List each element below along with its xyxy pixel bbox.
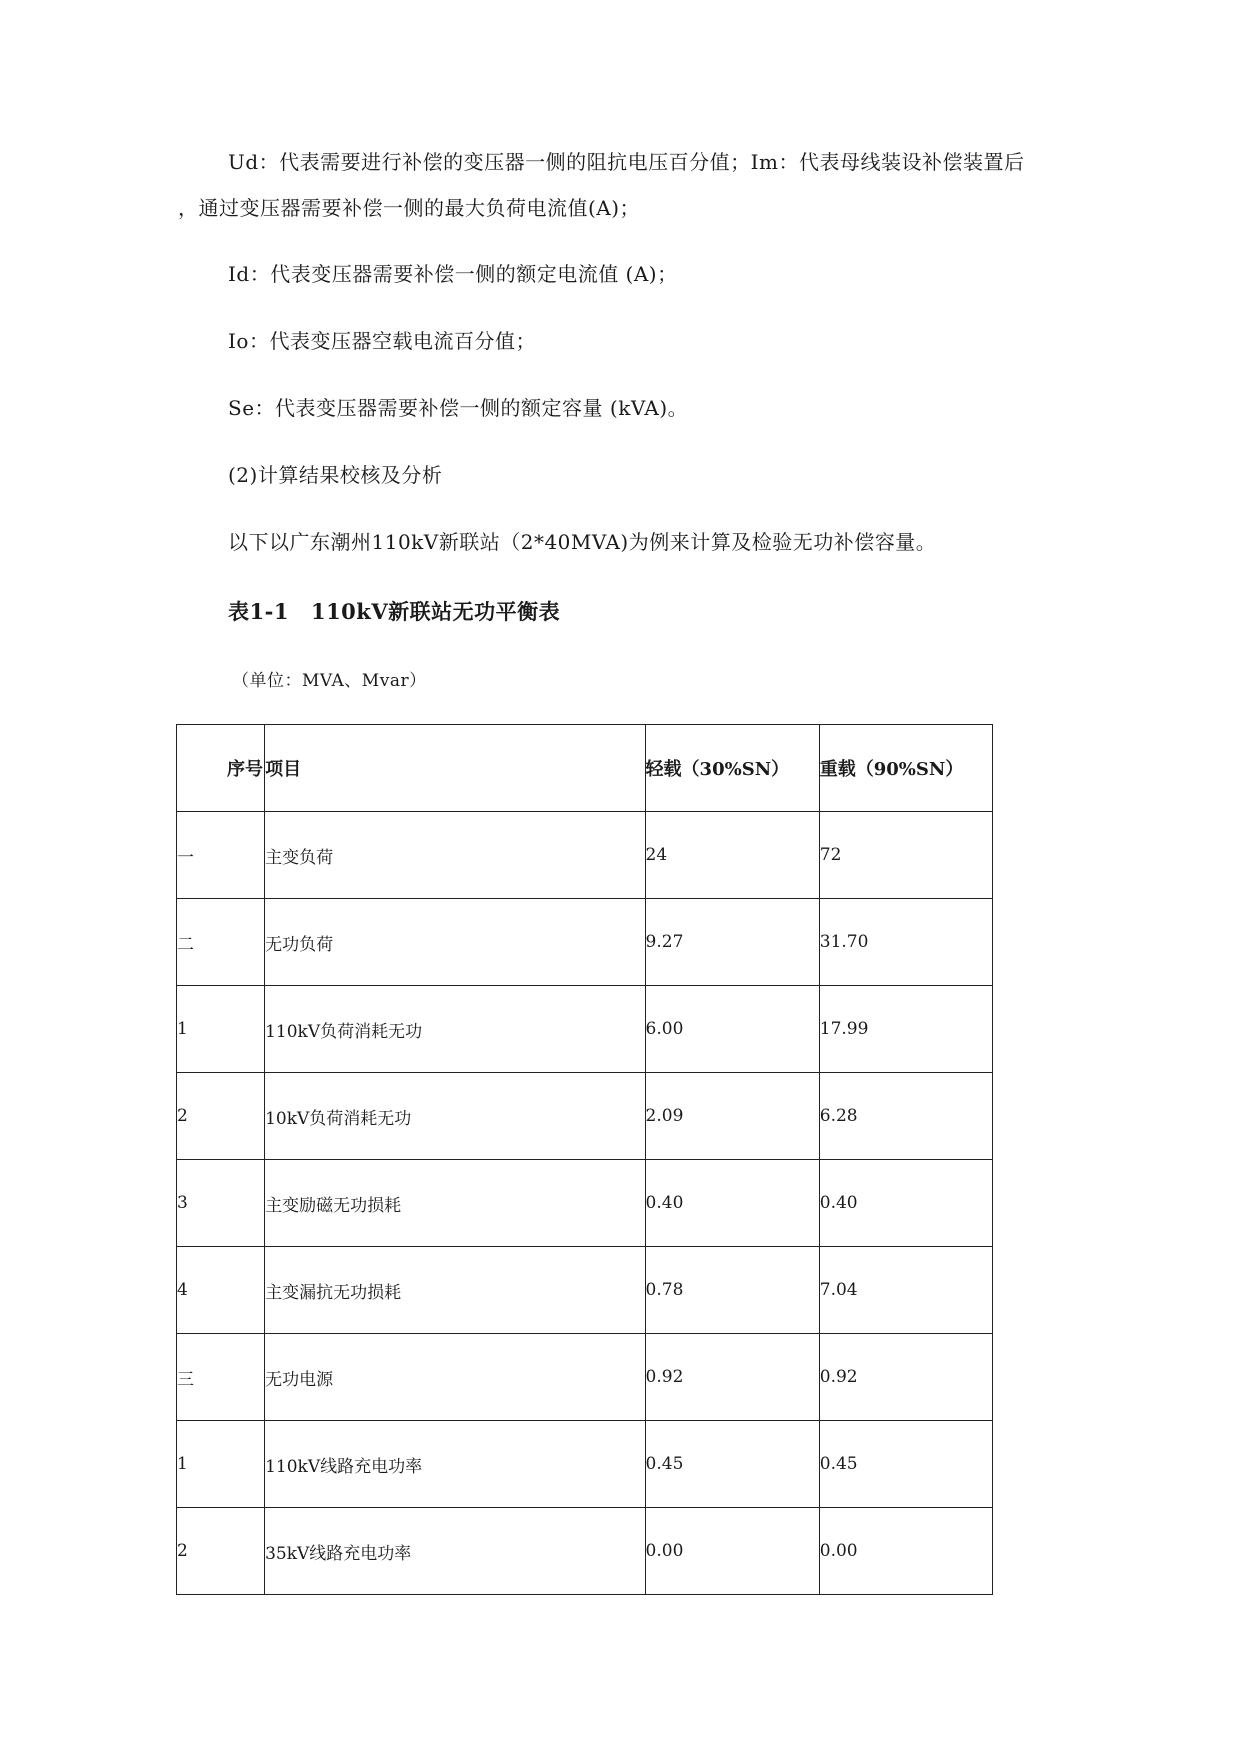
paragraph-example: 以下以广东潮州110kV新联站（2*40MVA)为例来计算及检验无功补偿容量。 (228, 530, 937, 554)
table-caption (228, 596, 560, 626)
paragraph-ud-im: Ud：代表需要进行补偿的变压器一侧的阻抗电压百分值；Im：代表母线装设补偿装置后 (228, 150, 1025, 174)
cell-heavy-load: 0.40 (819, 1160, 992, 1247)
table-row (177, 1073, 993, 1160)
cell-seq: 1 (177, 986, 265, 1073)
cell-seq: 一 (177, 812, 265, 899)
cell-seq: 二 (177, 899, 265, 986)
cell-heavy-load: 0.92 (819, 1334, 992, 1421)
cell-light-load: 9.27 (645, 899, 819, 986)
cell-item: 35kV线路充电功率 (265, 1508, 645, 1595)
header-item: 项目 (265, 725, 645, 812)
cell-item: 主变漏抗无功损耗 (265, 1247, 645, 1334)
cell-item: 无功电源 (265, 1334, 645, 1421)
header-light-load: 轻载（30%SN） (645, 725, 819, 812)
cell-seq: 三 (177, 1334, 265, 1421)
cell-heavy-load: 72 (819, 812, 992, 899)
cell-light-load: 6.00 (645, 986, 819, 1073)
cell-seq: 2 (177, 1508, 265, 1595)
cell-light-load: 0.00 (645, 1508, 819, 1595)
cell-item: 主变负荷 (265, 812, 645, 899)
cell-heavy-load: 0.45 (819, 1421, 992, 1508)
table-row (177, 986, 993, 1073)
header-heavy-load: 重载（90%SN） (819, 725, 992, 812)
table-row (177, 1247, 993, 1334)
header-seq: 序号 (177, 725, 265, 812)
paragraph-id: Id：代表变压器需要补偿一侧的额定电流值 (A)； (228, 262, 678, 286)
table-row (177, 1334, 993, 1421)
table-caption-title: 110kV新联站无功平衡表 (310, 599, 561, 624)
cell-light-load: 2.09 (645, 1073, 819, 1160)
cell-item: 主变励磁无功损耗 (265, 1160, 645, 1247)
cell-heavy-load: 7.04 (819, 1247, 992, 1334)
table-row (177, 812, 993, 899)
cell-item: 110kV负荷消耗无功 (265, 986, 645, 1073)
cell-heavy-load: 17.99 (819, 986, 992, 1073)
cell-light-load: 0.40 (645, 1160, 819, 1247)
cell-heavy-load: 31.70 (819, 899, 992, 986)
cell-seq: 3 (177, 1160, 265, 1247)
cell-seq: 1 (177, 1421, 265, 1508)
cell-heavy-load: 6.28 (819, 1073, 992, 1160)
cell-light-load: 24 (645, 812, 819, 899)
table-row (177, 1508, 993, 1595)
cell-item: 10kV负荷消耗无功 (265, 1073, 645, 1160)
cell-heavy-load: 0.00 (819, 1508, 992, 1595)
paragraph-io: Io：代表变压器空载电流百分值； (228, 329, 536, 353)
cell-item: 无功负荷 (265, 899, 645, 986)
table-caption-number: 表1-1 (228, 599, 289, 624)
reactive-power-balance-table (176, 724, 993, 1595)
cell-seq: 4 (177, 1247, 265, 1334)
section-heading: (2)计算结果校核及分析 (228, 463, 443, 487)
table-row (177, 1421, 993, 1508)
cell-light-load: 0.45 (645, 1421, 819, 1508)
cell-light-load: 0.78 (645, 1247, 819, 1334)
table-row (177, 899, 993, 986)
unit-note: （单位：MVA、Mvar） (232, 671, 427, 691)
paragraph-se: Se：代表变压器需要补偿一侧的额定容量 (kVA)。 (228, 396, 689, 420)
table-header-row (177, 725, 993, 812)
table-row (177, 1160, 993, 1247)
cell-seq: 2 (177, 1073, 265, 1160)
cell-light-load: 0.92 (645, 1334, 819, 1421)
paragraph-im-continued: ，通过变压器需要补偿一侧的最大负荷电流值(A)； (178, 196, 641, 220)
cell-item: 110kV线路充电功率 (265, 1421, 645, 1508)
